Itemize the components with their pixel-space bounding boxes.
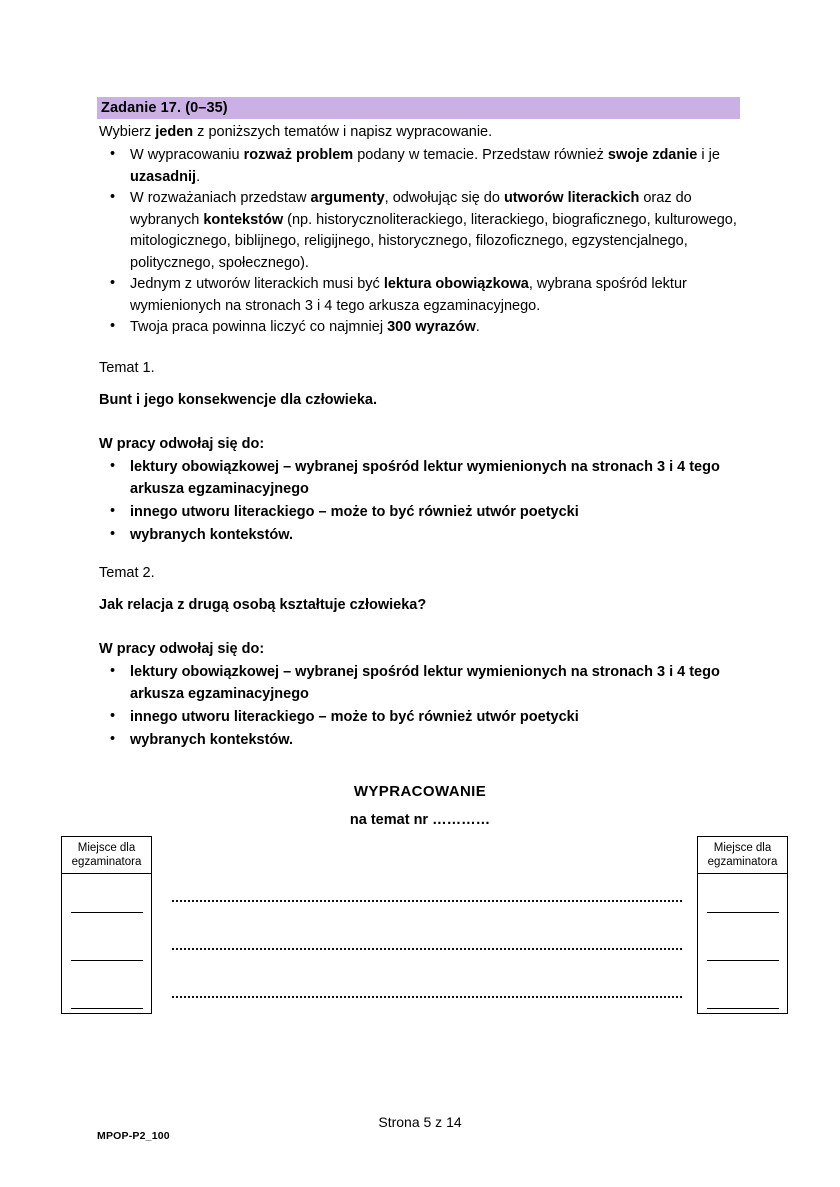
essay-subheading: na temat nr ………… (349, 812, 491, 828)
examiner-score-line-left-1[interactable] (71, 912, 143, 913)
answer-line-3[interactable] (172, 994, 682, 998)
instruction-text: Jednym z utworów literackich musi być (130, 276, 384, 292)
examiner-score-line-left-2[interactable] (71, 960, 143, 961)
examiner-box-right-header-line1: Miejsce dla (713, 842, 772, 854)
instruction-text: podany w temacie. Przedstaw również (353, 147, 608, 163)
examiner-score-line-right-3[interactable] (707, 1008, 779, 1009)
footer-sheet-code: MPOP-P2_100 (97, 1130, 170, 1142)
answer-line-1[interactable] (172, 898, 682, 902)
lead-suffix: z poniższych tematów i napisz wypracowanie. (193, 124, 493, 140)
examiner-box-right-header-line2: egzaminatora (707, 856, 778, 868)
examiner-box-right-header (698, 837, 787, 874)
examiner-box-right (697, 836, 788, 1014)
topic-bullet-item: • wybranych kontekstów. (99, 729, 744, 751)
topic-block-1 (99, 357, 744, 547)
instruction-text: oraz do wybranych (130, 190, 692, 228)
lead-bold: jeden (155, 124, 194, 140)
instruction-text: (np. historycznoliterackiego, literackiego, biograficznego, kulturowego, mitologicznego, biblijnego, religijnego, historycznego, filozoficznego, egzystencjalnego, politycznego, społecznego). (130, 211, 737, 271)
topic-title-1: Bunt i jego konsekwencje dla człowieka. (99, 392, 377, 408)
instruction-emphasis: lektura obowiązkowa (383, 276, 529, 292)
instruction-text: W rozważaniach przedstaw (130, 190, 311, 206)
topic-intro-2: W pracy odwołaj się do: (99, 641, 265, 657)
instructions-list (99, 145, 744, 339)
task-header-bar (97, 97, 740, 119)
topic-bullet-item: • lektury obowiązkowej – wybranej spośród lektur wymienionych na stronach 3 i 4 tego arkusza egzaminacyjnego (99, 661, 744, 705)
answer-line-2[interactable] (172, 946, 682, 950)
examiner-box-left-body (62, 874, 151, 1014)
footer-page-number: Strona 5 z 14 (378, 1114, 462, 1130)
topic-block-2 (99, 562, 744, 752)
examiner-box-left-header (62, 837, 151, 874)
topic-bullet-item: • innego utworu literackiego – może to być również utwór poetycki (99, 706, 744, 728)
instruction-emphasis: argumenty (310, 190, 385, 206)
instruction-emphasis: utworów literackich (503, 190, 640, 206)
instruction-item (99, 317, 744, 339)
instruction-emphasis: kontekstów (203, 211, 284, 228)
instruction-text: Twoja praca powinna liczyć co najmniej (130, 319, 388, 335)
instruction-emphasis: swoje zdanie (607, 147, 698, 163)
examiner-score-line-left-3[interactable] (71, 1008, 143, 1009)
instruction-emphasis: 300 wyrazów (387, 319, 476, 335)
instruction-text: i je (697, 147, 720, 163)
examiner-score-line-right-2[interactable] (707, 960, 779, 961)
topic-bullet-item: • innego utworu literackiego – może to być również utwór poetycki (99, 501, 744, 523)
topic-bullets-1 (99, 456, 744, 546)
instruction-text: , wybrana spośród lektur wymienionych na stronach 3 i 4 tego arkusza egzaminacyjnego. (130, 276, 687, 314)
topic-label-2: Temat 2. (99, 565, 155, 581)
topic-bullets-2 (99, 661, 744, 751)
examiner-box-left-header-line2: egzaminatora (71, 856, 142, 868)
examiner-box-left-header-line1: Miejsce dla (77, 842, 136, 854)
instruction-emphasis: uzasadnij (130, 168, 197, 185)
lead-prefix: Wybierz (99, 124, 156, 140)
topic-intro-1: W pracy odwołaj się do: (99, 436, 265, 452)
task-header-label: Zadanie 17. (0–35) (101, 99, 228, 116)
lead-paragraph (99, 121, 744, 143)
examiner-box-left (61, 836, 152, 1014)
essay-heading: WYPRACOWANIE (353, 783, 487, 800)
instruction-text: , odwołując się do (384, 190, 504, 206)
topic-label-1: Temat 1. (99, 360, 155, 376)
instructions-block (99, 121, 744, 339)
instruction-text: . (475, 319, 480, 335)
instruction-text: W wypracowaniu (130, 147, 244, 163)
examiner-box-right-body (698, 874, 787, 1014)
instruction-item (99, 145, 744, 188)
instruction-item (99, 274, 744, 317)
instruction-item (99, 188, 744, 274)
examiner-score-line-right-1[interactable] (707, 912, 779, 913)
instruction-emphasis: rozważ problem (243, 147, 354, 163)
topic-bullet-item: • lektury obowiązkowej – wybranej spośród lektur wymienionych na stronach 3 i 4 tego arkusza egzaminacyjnego (99, 456, 744, 500)
topic-title-2: Jak relacja z drugą osobą kształtuje człowieka? (99, 597, 427, 613)
topic-bullet-item: • wybranych kontekstów. (99, 524, 744, 546)
instruction-text: . (196, 168, 201, 185)
